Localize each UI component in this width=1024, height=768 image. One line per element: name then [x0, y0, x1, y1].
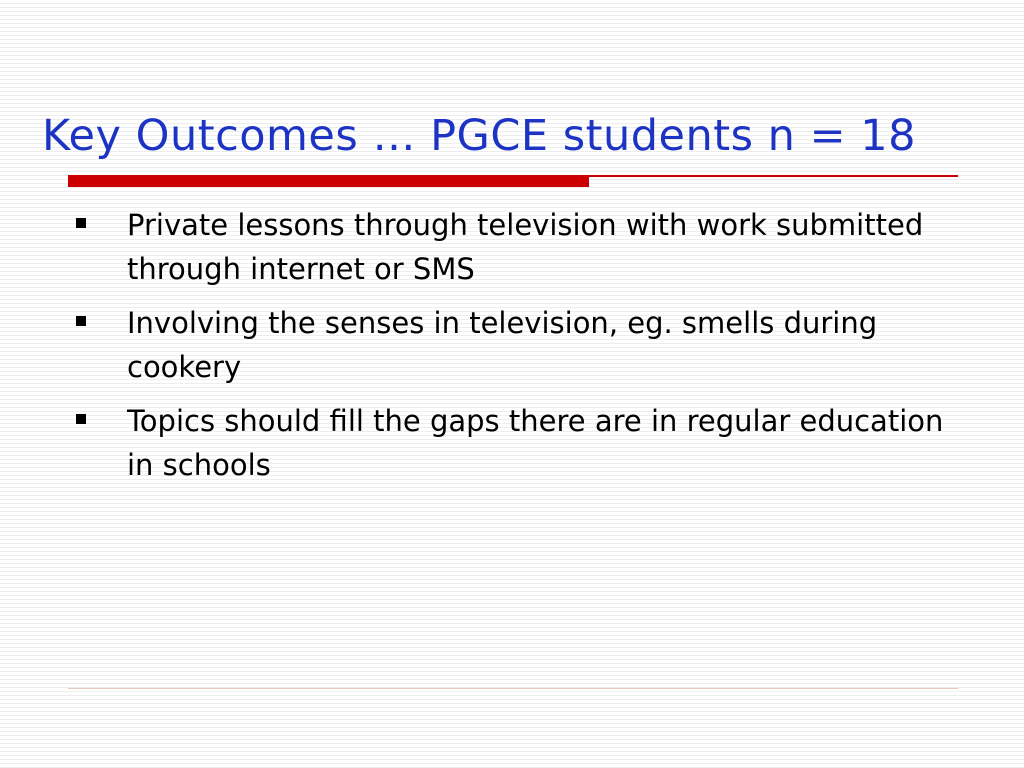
bullet-list [72, 203, 952, 497]
title-underline-thick [68, 175, 589, 187]
slide-title: Key Outcomes … PGCE students n = 18 [42, 111, 917, 161]
bullet-item [72, 203, 952, 291]
bullet-item [72, 399, 952, 487]
title-underline-thin [589, 175, 958, 177]
footer-divider [68, 688, 958, 689]
square-bullet-icon [76, 218, 86, 228]
square-bullet-icon [76, 414, 86, 424]
bullet-text: Involving the senses in television, eg. smells during cookery [127, 306, 878, 384]
bullet-text: Topics should fill the gaps there are in regular education in schools [127, 404, 944, 482]
bullet-text: Private lessons through television with work submitted through internet or SMS [127, 208, 924, 286]
title-underline [68, 175, 958, 187]
bullet-item [72, 301, 952, 389]
square-bullet-icon [76, 316, 86, 326]
